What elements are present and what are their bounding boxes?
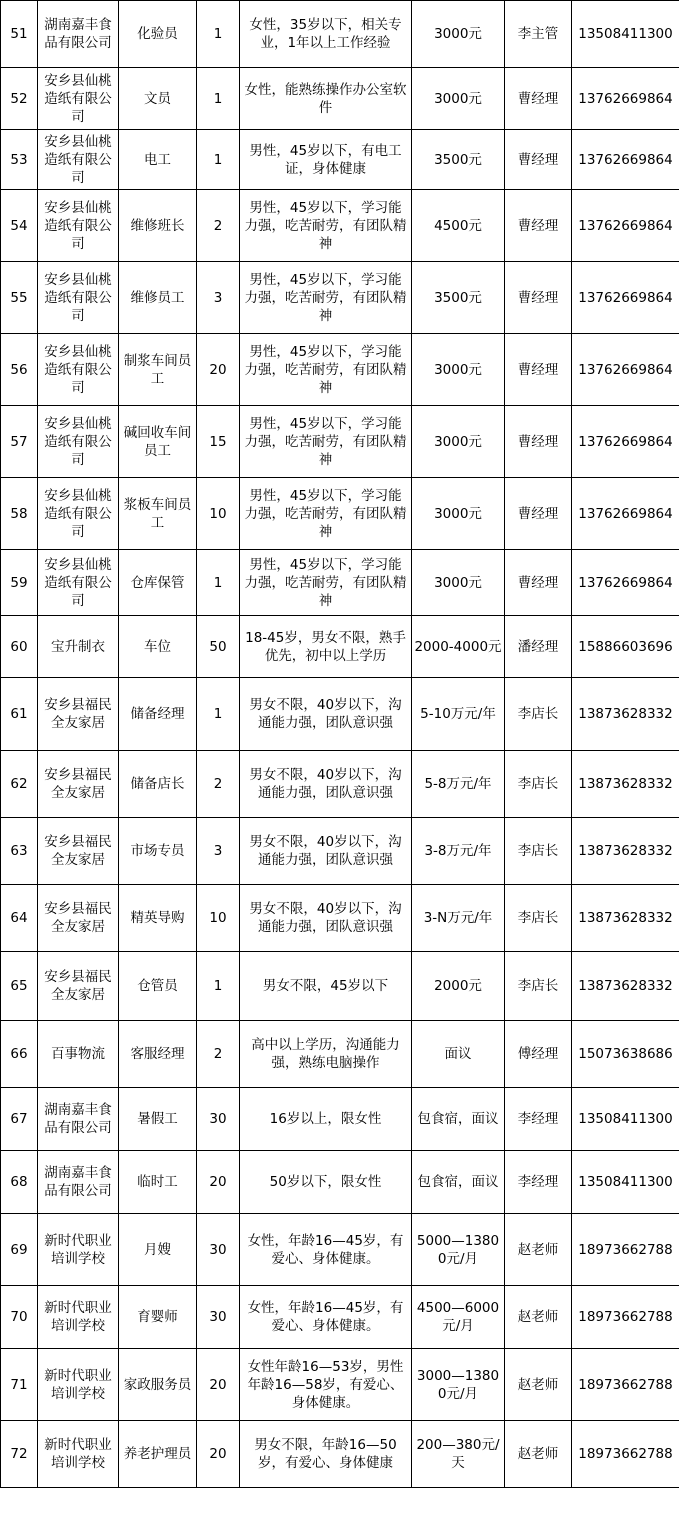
cell-count: 2 — [197, 190, 240, 262]
cell-no: 60 — [1, 616, 38, 678]
cell-no: 56 — [1, 334, 38, 406]
cell-requirements: 男性，45岁以下，学习能力强，吃苦耐劳，有团队精神 — [240, 190, 412, 262]
table-row — [1, 1, 679, 68]
cell-count: 15 — [197, 406, 240, 478]
cell-salary: 3000元 — [412, 406, 505, 478]
cell-phone: 13873628332 — [572, 952, 679, 1021]
cell-phone: 13762669864 — [572, 68, 679, 130]
cell-count: 2 — [197, 1021, 240, 1088]
cell-salary: 3500元 — [412, 262, 505, 334]
cell-count: 20 — [197, 1349, 240, 1421]
cell-count: 20 — [197, 1421, 240, 1488]
cell-position: 暑假工 — [119, 1088, 197, 1151]
cell-contact: 李店长 — [505, 885, 572, 952]
table-row — [1, 616, 679, 678]
cell-position: 车位 — [119, 616, 197, 678]
cell-position: 育婴师 — [119, 1286, 197, 1349]
cell-no: 71 — [1, 1349, 38, 1421]
cell-salary: 5-8万元/年 — [412, 751, 505, 818]
cell-company: 安乡县仙桃造纸有限公司 — [38, 550, 119, 616]
cell-company: 新时代职业培训学校 — [38, 1421, 119, 1488]
cell-contact: 赵老师 — [505, 1286, 572, 1349]
table-row — [1, 751, 679, 818]
cell-no: 65 — [1, 952, 38, 1021]
cell-phone: 13873628332 — [572, 885, 679, 952]
cell-no: 72 — [1, 1421, 38, 1488]
cell-contact: 曹经理 — [505, 550, 572, 616]
cell-count: 10 — [197, 885, 240, 952]
cell-requirements: 女性，年龄16—45岁，有爱心、身体健康。 — [240, 1286, 412, 1349]
cell-company: 安乡县仙桃造纸有限公司 — [38, 406, 119, 478]
cell-position: 家政服务员 — [119, 1349, 197, 1421]
cell-no: 67 — [1, 1088, 38, 1151]
table-row — [1, 262, 679, 334]
cell-requirements: 男性，45岁以下，有电工证，身体健康 — [240, 130, 412, 190]
table-row — [1, 818, 679, 885]
cell-company: 新时代职业培训学校 — [38, 1286, 119, 1349]
cell-company: 新时代职业培训学校 — [38, 1349, 119, 1421]
cell-company: 安乡县福民全友家居 — [38, 885, 119, 952]
cell-position: 储备经理 — [119, 678, 197, 751]
table-row — [1, 678, 679, 751]
cell-contact: 李店长 — [505, 678, 572, 751]
cell-company: 安乡县仙桃造纸有限公司 — [38, 130, 119, 190]
cell-no: 54 — [1, 190, 38, 262]
cell-position: 精英导购 — [119, 885, 197, 952]
cell-phone: 13762669864 — [572, 334, 679, 406]
cell-company: 安乡县仙桃造纸有限公司 — [38, 262, 119, 334]
table-row — [1, 1349, 679, 1421]
cell-company: 安乡县仙桃造纸有限公司 — [38, 68, 119, 130]
cell-requirements: 男女不限，45岁以下 — [240, 952, 412, 1021]
cell-salary: 4500元 — [412, 190, 505, 262]
cell-contact: 曹经理 — [505, 262, 572, 334]
cell-company: 湖南嘉丰食品有限公司 — [38, 1088, 119, 1151]
cell-salary: 包食宿，面议 — [412, 1088, 505, 1151]
cell-salary: 3000元 — [412, 1, 505, 68]
cell-salary: 200—380元/天 — [412, 1421, 505, 1488]
cell-contact: 曹经理 — [505, 68, 572, 130]
cell-salary: 3000元 — [412, 478, 505, 550]
cell-phone: 13873628332 — [572, 818, 679, 885]
cell-position: 仓库保管 — [119, 550, 197, 616]
cell-position: 储备店长 — [119, 751, 197, 818]
cell-requirements: 女性年龄16—53岁，男性年龄16—58岁，有爱心、身体健康。 — [240, 1349, 412, 1421]
cell-count: 3 — [197, 262, 240, 334]
cell-position: 制浆车间员工 — [119, 334, 197, 406]
cell-count: 30 — [197, 1088, 240, 1151]
cell-no: 63 — [1, 818, 38, 885]
cell-salary: 5000—13800元/月 — [412, 1214, 505, 1286]
cell-position: 仓管员 — [119, 952, 197, 1021]
cell-contact: 曹经理 — [505, 130, 572, 190]
cell-salary: 包食宿，面议 — [412, 1151, 505, 1214]
cell-position: 化验员 — [119, 1, 197, 68]
cell-no: 66 — [1, 1021, 38, 1088]
cell-count: 50 — [197, 616, 240, 678]
table-row — [1, 130, 679, 190]
table-row — [1, 478, 679, 550]
table-row — [1, 952, 679, 1021]
cell-count: 1 — [197, 1, 240, 68]
cell-requirements: 男女不限，40岁以下，沟通能力强，团队意识强 — [240, 885, 412, 952]
cell-contact: 赵老师 — [505, 1214, 572, 1286]
cell-phone: 13873628332 — [572, 678, 679, 751]
cell-phone: 13762669864 — [572, 262, 679, 334]
cell-no: 70 — [1, 1286, 38, 1349]
cell-company: 新时代职业培训学校 — [38, 1214, 119, 1286]
cell-no: 62 — [1, 751, 38, 818]
cell-position: 文员 — [119, 68, 197, 130]
cell-contact: 曹经理 — [505, 478, 572, 550]
cell-position: 维修班长 — [119, 190, 197, 262]
table-body — [1, 1, 679, 1488]
cell-count: 20 — [197, 1151, 240, 1214]
cell-position: 浆板车间员工 — [119, 478, 197, 550]
cell-position: 客服经理 — [119, 1021, 197, 1088]
table-row — [1, 1421, 679, 1488]
cell-requirements: 男性，45岁以下，学习能力强，吃苦耐劳，有团队精神 — [240, 478, 412, 550]
cell-no: 61 — [1, 678, 38, 751]
cell-salary: 面议 — [412, 1021, 505, 1088]
cell-no: 53 — [1, 130, 38, 190]
cell-phone: 13762669864 — [572, 406, 679, 478]
cell-requirements: 男性，45岁以下，学习能力强，吃苦耐劳，有团队精神 — [240, 262, 412, 334]
table-row — [1, 190, 679, 262]
cell-phone: 18973662788 — [572, 1214, 679, 1286]
cell-no: 58 — [1, 478, 38, 550]
cell-salary: 2000元 — [412, 952, 505, 1021]
cell-requirements: 男性，45岁以下，学习能力强，吃苦耐劳，有团队精神 — [240, 334, 412, 406]
cell-no: 64 — [1, 885, 38, 952]
cell-requirements: 高中以上学历，沟通能力强，熟练电脑操作 — [240, 1021, 412, 1088]
cell-company: 安乡县福民全友家居 — [38, 751, 119, 818]
cell-contact: 赵老师 — [505, 1421, 572, 1488]
cell-contact: 李店长 — [505, 751, 572, 818]
cell-requirements: 女性，35岁以下，相关专业，1年以上工作经验 — [240, 1, 412, 68]
cell-phone: 13762669864 — [572, 130, 679, 190]
cell-count: 1 — [197, 550, 240, 616]
cell-company: 安乡县仙桃造纸有限公司 — [38, 478, 119, 550]
cell-phone: 13873628332 — [572, 751, 679, 818]
cell-count: 2 — [197, 751, 240, 818]
cell-requirements: 50岁以下，限女性 — [240, 1151, 412, 1214]
table-row — [1, 334, 679, 406]
cell-contact: 李店长 — [505, 818, 572, 885]
cell-count: 10 — [197, 478, 240, 550]
table-row — [1, 68, 679, 130]
cell-phone: 13508411300 — [572, 1151, 679, 1214]
cell-salary: 3-8万元/年 — [412, 818, 505, 885]
cell-requirements: 女性，年龄16—45岁，有爱心、身体健康。 — [240, 1214, 412, 1286]
cell-phone: 18973662788 — [572, 1349, 679, 1421]
cell-requirements: 18-45岁，男女不限，熟手优先，初中以上学历 — [240, 616, 412, 678]
cell-requirements: 男女不限，40岁以下，沟通能力强，团队意识强 — [240, 818, 412, 885]
cell-salary: 3500元 — [412, 130, 505, 190]
cell-phone: 13762669864 — [572, 478, 679, 550]
cell-count: 1 — [197, 678, 240, 751]
cell-contact: 李经理 — [505, 1088, 572, 1151]
cell-contact: 潘经理 — [505, 616, 572, 678]
cell-contact: 曹经理 — [505, 406, 572, 478]
cell-count: 1 — [197, 130, 240, 190]
cell-contact: 曹经理 — [505, 190, 572, 262]
table-row — [1, 550, 679, 616]
cell-contact: 李经理 — [505, 1151, 572, 1214]
cell-count: 30 — [197, 1214, 240, 1286]
cell-position: 市场专员 — [119, 818, 197, 885]
cell-company: 湖南嘉丰食品有限公司 — [38, 1151, 119, 1214]
cell-no: 59 — [1, 550, 38, 616]
cell-phone: 13508411300 — [572, 1, 679, 68]
table-row — [1, 885, 679, 952]
cell-no: 51 — [1, 1, 38, 68]
cell-no: 69 — [1, 1214, 38, 1286]
cell-salary: 3000—13800元/月 — [412, 1349, 505, 1421]
cell-phone: 15073638686 — [572, 1021, 679, 1088]
cell-company: 安乡县福民全友家居 — [38, 818, 119, 885]
cell-count: 1 — [197, 68, 240, 130]
cell-position: 临时工 — [119, 1151, 197, 1214]
table-row — [1, 1021, 679, 1088]
cell-phone: 13762669864 — [572, 190, 679, 262]
cell-count: 30 — [197, 1286, 240, 1349]
cell-company: 安乡县仙桃造纸有限公司 — [38, 334, 119, 406]
cell-phone: 18973662788 — [572, 1286, 679, 1349]
cell-phone: 13762669864 — [572, 550, 679, 616]
cell-company: 宝升制衣 — [38, 616, 119, 678]
cell-position: 养老护理员 — [119, 1421, 197, 1488]
cell-salary: 4500—6000元/月 — [412, 1286, 505, 1349]
cell-contact: 曹经理 — [505, 334, 572, 406]
cell-position: 电工 — [119, 130, 197, 190]
cell-company: 安乡县仙桃造纸有限公司 — [38, 190, 119, 262]
cell-count: 1 — [197, 952, 240, 1021]
cell-no: 68 — [1, 1151, 38, 1214]
cell-phone: 18973662788 — [572, 1421, 679, 1488]
cell-no: 55 — [1, 262, 38, 334]
cell-salary: 3000元 — [412, 334, 505, 406]
table-row — [1, 1286, 679, 1349]
cell-position: 碱回收车间员工 — [119, 406, 197, 478]
cell-salary: 3-N万元/年 — [412, 885, 505, 952]
cell-position: 维修员工 — [119, 262, 197, 334]
cell-no: 52 — [1, 68, 38, 130]
cell-contact: 赵老师 — [505, 1349, 572, 1421]
cell-contact: 傅经理 — [505, 1021, 572, 1088]
table-row — [1, 1151, 679, 1214]
table-row — [1, 406, 679, 478]
cell-phone: 15886603696 — [572, 616, 679, 678]
cell-salary: 3000元 — [412, 550, 505, 616]
cell-salary: 3000元 — [412, 68, 505, 130]
cell-contact: 李店长 — [505, 952, 572, 1021]
cell-no: 57 — [1, 406, 38, 478]
cell-company: 湖南嘉丰食品有限公司 — [38, 1, 119, 68]
cell-position: 月嫂 — [119, 1214, 197, 1286]
cell-requirements: 男女不限，年龄16—50岁，有爱心、身体健康 — [240, 1421, 412, 1488]
cell-requirements: 16岁以上，限女性 — [240, 1088, 412, 1151]
cell-requirements: 男女不限，40岁以下，沟通能力强，团队意识强 — [240, 678, 412, 751]
table-row — [1, 1088, 679, 1151]
cell-requirements: 男性，45岁以下，学习能力强，吃苦耐劳，有团队精神 — [240, 406, 412, 478]
cell-phone: 13508411300 — [572, 1088, 679, 1151]
cell-salary: 5-10万元/年 — [412, 678, 505, 751]
cell-salary: 2000-4000元 — [412, 616, 505, 678]
cell-company: 安乡县福民全友家居 — [38, 952, 119, 1021]
table-row — [1, 1214, 679, 1286]
cell-requirements: 女性，能熟练操作办公室软件 — [240, 68, 412, 130]
cell-requirements: 男女不限，40岁以下，沟通能力强，团队意识强 — [240, 751, 412, 818]
cell-count: 3 — [197, 818, 240, 885]
cell-company: 安乡县福民全友家居 — [38, 678, 119, 751]
cell-company: 百事物流 — [38, 1021, 119, 1088]
cell-contact: 李主管 — [505, 1, 572, 68]
cell-requirements: 男性，45岁以下，学习能力强，吃苦耐劳，有团队精神 — [240, 550, 412, 616]
cell-count: 20 — [197, 334, 240, 406]
